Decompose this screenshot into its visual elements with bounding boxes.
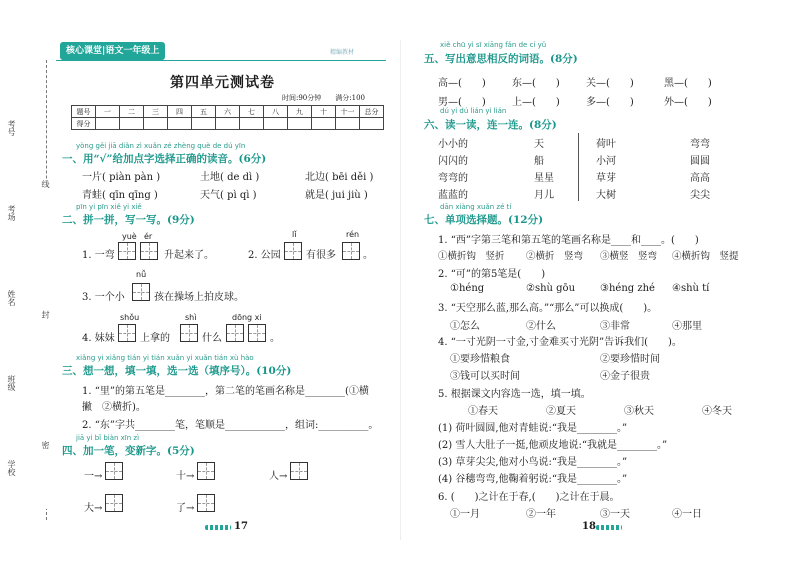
- q6-option[interactable]: ②一年: [526, 509, 556, 520]
- score-input-cell[interactable]: [168, 118, 192, 130]
- match-word[interactable]: 闪闪的: [438, 156, 468, 167]
- q5-sentence[interactable]: (2) 雪人大肚子一挺,他顽皮地说:“我就是________。”: [438, 440, 668, 451]
- s3-line2[interactable]: 2. “东”字共________笔，笔顺是____________，组词:__________。: [82, 420, 379, 431]
- score-input-cell[interactable]: [264, 118, 288, 130]
- score-cell: 十: [312, 106, 336, 118]
- q3-option[interactable]: ③非常: [600, 321, 630, 332]
- score-cell: 六: [216, 106, 240, 118]
- s2-line4-text: 4. 妹妹: [82, 333, 115, 344]
- score-table: [71, 105, 384, 130]
- writing-box[interactable]: [197, 494, 215, 512]
- s4-char: 大→: [84, 503, 103, 514]
- score-cell: 八: [264, 106, 288, 118]
- s4-char: 了→: [176, 503, 195, 514]
- s5-item[interactable]: 外—( ): [664, 97, 712, 108]
- score-input-cell[interactable]: [120, 118, 144, 130]
- q6-option[interactable]: ③一天: [600, 509, 630, 520]
- writing-box[interactable]: [132, 283, 150, 301]
- s2-line4-text: 上拿的: [140, 333, 170, 344]
- score-cell: 二: [120, 106, 144, 118]
- pinyin-er: ér: [144, 232, 153, 241]
- score-input-cell[interactable]: [192, 118, 216, 130]
- s3-line1[interactable]: 1. “里”的第五笔是________，第二笔的笔画名称是________(①横: [82, 386, 369, 397]
- score-cell: 九: [288, 106, 312, 118]
- score-cell: 题号: [72, 106, 96, 118]
- q2-text: 2. “可”的第5笔是( ): [438, 269, 546, 280]
- q5-sentence[interactable]: (1) 荷叶圆圆,他对青蛙说:“我是________。”: [438, 423, 628, 434]
- pinyin-shi: shì: [185, 313, 197, 322]
- q1-option[interactable]: ④横折钩 竖提: [672, 251, 739, 262]
- q4-option[interactable]: ③钱可以买时间: [450, 371, 520, 382]
- q2-option[interactable]: ③héng zhé: [600, 283, 655, 294]
- s5-item[interactable]: 男—( ): [438, 97, 486, 108]
- q5-sentence[interactable]: (4) 谷穗弯弯,他鞠着躬说:“我是________。”: [438, 474, 628, 485]
- q4-option[interactable]: ①要珍惜粮食: [450, 354, 510, 365]
- corner-tag: 精编教材: [330, 49, 355, 56]
- writing-box[interactable]: [180, 324, 198, 342]
- s2-line4-text: 。: [270, 333, 280, 344]
- s2-line1-text: 1. 一弯: [82, 250, 115, 261]
- q1-option[interactable]: ①横折钩 竖折: [438, 251, 505, 262]
- s6-title: 六、读一读，连一连。(8分): [424, 119, 557, 131]
- s2-line4-text: 什么: [202, 333, 222, 344]
- s5-item[interactable]: 上—( ): [512, 97, 560, 108]
- q3-option[interactable]: ②什么: [526, 321, 556, 332]
- writing-box[interactable]: [197, 462, 215, 480]
- student-name-label: 姓名: [7, 290, 16, 306]
- s5-item[interactable]: 黑—( ): [664, 78, 712, 89]
- writing-box[interactable]: [105, 494, 123, 512]
- s2-line3-text: 孩在操场上拍皮球。: [154, 292, 244, 303]
- q5-option[interactable]: ①春天: [468, 406, 498, 417]
- s4-pinyin: jiā yi bǐ biàn xīn zì: [76, 434, 140, 442]
- s4-char: 一→: [84, 471, 103, 482]
- match-word[interactable]: 圆圆: [690, 156, 710, 167]
- match-word[interactable]: 荷叶: [596, 139, 616, 150]
- pinyin-shou: shǒu: [120, 313, 140, 322]
- writing-box[interactable]: [248, 324, 266, 342]
- pencil-icon: [205, 525, 231, 530]
- s7-title: 七、单项选择题。(12分): [424, 214, 544, 226]
- match-word[interactable]: 高高: [690, 173, 710, 184]
- s2-line3-text: 3. 一个小: [82, 292, 125, 303]
- writing-box[interactable]: [105, 462, 123, 480]
- q3-option[interactable]: ④那里: [672, 321, 702, 332]
- writing-box[interactable]: [118, 324, 136, 342]
- score-row-label: 得分: [72, 118, 96, 130]
- match-word[interactable]: 尖尖: [690, 190, 710, 201]
- q1-option[interactable]: ③横竖 竖弯: [600, 251, 658, 262]
- q2-option[interactable]: ④shù tí: [672, 283, 710, 294]
- s1-item[interactable]: 土地( de dì ): [200, 172, 260, 183]
- score-input-cell[interactable]: [96, 118, 120, 130]
- s1-title: 一、用“√”给加点字选择正确的读音。(6分): [62, 153, 267, 165]
- q5-sentence[interactable]: (3) 草芽尖尖,他对小鸟说:“我是________。”: [438, 457, 628, 468]
- q3-text: 3. “天空那么蓝,那么高。”“那么”可以换成( )。: [438, 303, 658, 314]
- s1-item[interactable]: 北边( bēi děi ): [305, 172, 374, 183]
- score-cell: 七: [240, 106, 264, 118]
- exam-room-label: 考场: [7, 205, 16, 221]
- s2-line2-text: 有很多: [306, 250, 336, 261]
- match-word[interactable]: 星星: [534, 173, 554, 184]
- match-word[interactable]: 船: [534, 156, 544, 167]
- q2-option[interactable]: ②shù gōu: [526, 283, 576, 294]
- writing-box[interactable]: [118, 242, 136, 260]
- s5-item[interactable]: 高—( ): [438, 78, 486, 89]
- score-cell: 三: [144, 106, 168, 118]
- q3-option[interactable]: ①怎么: [450, 321, 480, 332]
- s1-pinyin: yòng gěi jiā diǎn zì xuǎn zé zhèng què de dú yīn: [76, 142, 246, 150]
- score-input-cell[interactable]: [336, 118, 360, 130]
- score-input-cell[interactable]: [216, 118, 240, 130]
- score-input-cell[interactable]: [144, 118, 168, 130]
- q6-text: 6. ( )之计在于春,( )之计在于晨。: [438, 492, 620, 503]
- writing-box[interactable]: [226, 324, 244, 342]
- s2-line1-text: 升起来了。: [164, 250, 214, 261]
- score-table-score-row: [72, 118, 384, 130]
- q5-text: 5. 根据课文内容选一选，填一填。: [438, 389, 591, 400]
- s4-title: 四、加一笔，变新字。(5分): [62, 445, 195, 457]
- s1-item[interactable]: 一片( piàn pàn ): [82, 172, 161, 183]
- match-word[interactable]: 小河: [596, 156, 616, 167]
- s5-item[interactable]: 关—( ): [586, 78, 634, 89]
- s5-item[interactable]: 多—( ): [586, 97, 634, 108]
- writing-box[interactable]: [290, 462, 308, 480]
- school-label: 学校: [7, 460, 16, 476]
- match-word[interactable]: 大树: [596, 190, 616, 201]
- class-label: 班级: [7, 375, 16, 391]
- score-table-header-row: [72, 106, 384, 118]
- score-cell: 四: [168, 106, 192, 118]
- s1-item[interactable]: 青蛙( qīn qīng ): [82, 190, 158, 201]
- q6-option[interactable]: ④一日: [672, 509, 702, 520]
- score-cell: 五: [192, 106, 216, 118]
- exam-number-label: 考号: [7, 120, 16, 136]
- q1-option[interactable]: ②横折 竖弯: [526, 251, 584, 262]
- score-input-cell[interactable]: [312, 118, 336, 130]
- s4-char: 人→: [269, 471, 288, 482]
- s5-title: 五、写出意思相反的词语。(8分): [424, 53, 578, 65]
- exam-info: 时间:90分钟 满分:100: [282, 94, 365, 102]
- match-word[interactable]: 天: [534, 139, 544, 150]
- page-number-right: 18: [582, 521, 596, 532]
- q4-option[interactable]: ④金子很贵: [600, 371, 650, 382]
- header-rule: [56, 60, 386, 61]
- writing-box[interactable]: [284, 242, 302, 260]
- page-title: 第四单元测试卷: [170, 75, 275, 91]
- seal-line-text: 线 封 密: [41, 180, 50, 510]
- s1-item[interactable]: 就是( jui jiù ): [305, 190, 368, 201]
- page-divider: [400, 40, 401, 540]
- match-word[interactable]: 弯弯的: [438, 173, 468, 184]
- score-input-cell[interactable]: [288, 118, 312, 130]
- s5-item[interactable]: 东—( ): [512, 78, 560, 89]
- pinyin-li: lǐ: [292, 230, 297, 239]
- score-cell: 十一: [336, 106, 360, 118]
- pinyin-yue: yuè: [122, 232, 137, 241]
- pencil-icon: [596, 525, 622, 530]
- s2-line2-text: 2. 公园: [248, 250, 281, 261]
- pinyin-nu: nǚ: [136, 270, 147, 279]
- match-word[interactable]: 小小的: [438, 139, 468, 150]
- s3-pinyin: xiǎng yi xiǎng tián yi tián xuǎn yi xuǎn tián xù hào: [76, 354, 254, 362]
- s1-item[interactable]: 天气( pì qì ): [200, 190, 257, 201]
- writing-box[interactable]: [140, 242, 158, 260]
- score-input-cell[interactable]: [360, 118, 384, 130]
- s4-char: 十→: [176, 471, 195, 482]
- match-word[interactable]: 蓝蓝的: [438, 190, 468, 201]
- s7-pinyin: dān xiàng xuǎn zé tí: [440, 203, 512, 211]
- s3-title: 三、想一想，填一填，选一选（填序号）。(10分): [62, 365, 292, 377]
- q2-option[interactable]: ①héng: [450, 283, 485, 294]
- s2-pinyin: pīn yi pīn xiě yi xiě: [76, 203, 142, 211]
- q4-option[interactable]: ②要珍惜时间: [600, 354, 660, 365]
- s2-title: 二、拼一拼，写一写。(9分): [62, 214, 195, 226]
- q4-text: 4. “一寸光阴一寸金,寸金难买寸光阴”告诉我们( )。: [438, 337, 682, 348]
- match-word[interactable]: 月儿: [534, 190, 554, 201]
- s3-line1-cont: 撇 ②横折)。: [82, 402, 146, 413]
- pinyin-dongxi: dōng xi: [232, 313, 262, 322]
- s5-pinyin: xiě chū yì sī xiāng fǎn de cí yǔ: [440, 41, 547, 49]
- q1-text: 1. “西”字第三笔和第五笔的笔画名称是____和____。( ): [438, 235, 699, 246]
- pinyin-ren: rén: [346, 230, 360, 239]
- brand-badge: 核心课堂|语文一年级上: [60, 42, 165, 60]
- q5-option[interactable]: ③秋天: [624, 406, 654, 417]
- q5-option[interactable]: ④冬天: [702, 406, 732, 417]
- page-number-left: 17: [234, 521, 248, 532]
- q6-option[interactable]: ①一月: [450, 509, 480, 520]
- writing-box[interactable]: [342, 242, 360, 260]
- q5-option[interactable]: ②夏天: [546, 406, 576, 417]
- s2-line2-text: 。: [363, 250, 373, 261]
- match-word[interactable]: 草芽: [596, 173, 616, 184]
- score-cell: 总分: [360, 106, 384, 118]
- score-input-cell[interactable]: [240, 118, 264, 130]
- s6-pinyin: dú yi dú lián yi lián: [440, 107, 507, 115]
- score-cell: 一: [96, 106, 120, 118]
- match-divider: [578, 133, 579, 201]
- match-word[interactable]: 弯弯: [690, 139, 710, 150]
